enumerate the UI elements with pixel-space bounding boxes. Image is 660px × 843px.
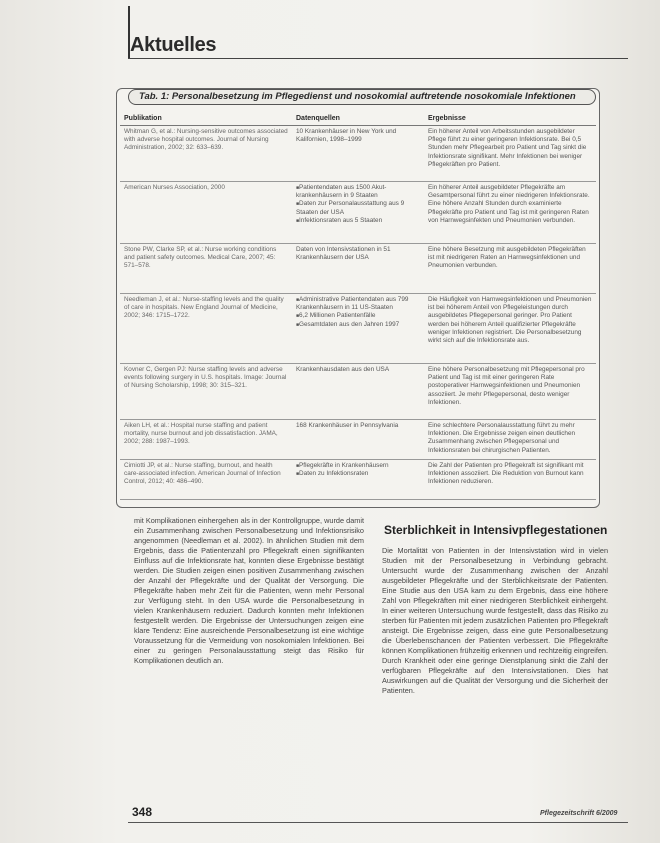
table-row: [120, 420, 596, 460]
table-row: [120, 364, 596, 420]
table-row: [120, 126, 596, 182]
cell-datasource: [292, 294, 424, 363]
datasource-item: ■ Infektionsraten aus 5 Staaten: [296, 217, 420, 225]
datasource-list: [296, 296, 420, 329]
datasource-item: ■ 6,2 Millionen Patientenfälle: [296, 312, 420, 320]
datasource-item: Daten von Intensivstationen in 51 Krankenhäusern der USA: [296, 246, 391, 262]
datasource-item: ■ Pflegekräfte in Krankenhäusern: [296, 462, 420, 470]
cell-datasource: [292, 364, 424, 419]
data-table: [120, 112, 596, 500]
cell-datasource: [292, 420, 424, 459]
cell-result: Eine höhere Besetzung mit ausgebildeten Pflegekräften ist mit niedrigeren Raten an Harnwegsinfektionen und Pneumonien verbunden.: [428, 246, 586, 270]
column-header: Ergebnisse: [428, 115, 466, 122]
table-body: [120, 126, 596, 500]
cell-result: Die Häufigkeit von Harnwegsinfektionen und Pneumonien ist bei höherem Anteil von Pflegeleistungen durch ausgebildetes Pflegepersonal geringer. Pro Patient werden bei höherem Anteil qualifizierter Pflegekräfte weniger Infektionen registriert. Die Personalbesetzung wirkt sich auf die Infektionsrate aus.: [428, 296, 592, 345]
cell-result: Eine schlechtere Personalausstattung führt zu mehr Infektionen. Die Ergebnisse zeigen einen deutlichen Zusammenhang zwischen Pflegepersonal und Infektionsraten bei chirurgischen Patienten.: [428, 422, 576, 454]
article-left-column: mit Komplikationen einhergehen als in der Kontrollgruppe, wurde damit ein Zusammenhang zwischen Personalbesetzung und Infektionsrisiko angenommen (Needleman et al. 2002). In ähnlichen Studien mit dem Ergebnis, dass die Patientenzahl pro Pflegekraft einen signifikanten Einfluss auf die Infektionsrate hat, konnten diese Ergebnisse bestätigt werden. Die Studien zeigen einen positiven Zusammenhang zwischen der Anzahl der Pflegekräfte und der Qualität der Versorgung. Die Pflegekräfte haben mehr Zeit für die Patienten, wenn mehr Personal zur Verfügung steht. In den USA wurde die Personalbesetzung in vielen Krankenhäusern reduziert. Dadurch konnten mehr Infektionen festgestellt werden. Die Ergebnisse der Untersuchungen zeigen eine klare Tendenz: Eine ausreichende Personalbesetzung ist eine wichtige Voraussetzung für die Vermeidung von nosokomialen Infektionen. Bei einer zu geringen Personalausstattung steigt das Risiko für Komplikationen deutlich an.: [134, 516, 364, 665]
table-row: [120, 182, 596, 244]
cell-datasource: [292, 460, 424, 499]
cell-result: Die Zahl der Patienten pro Pflegekraft ist signifikant mit Infektionen assoziiert. Die Reduktion von Burnout kann Infektionen reduzieren.: [428, 462, 584, 486]
cell-publication: Kovner C, Gergen PJ: Nurse staffing levels and adverse events following surgery in U.S. hospitals. Image: Journal of Nursing Scholarship, 1998; 30: 315–321.: [124, 366, 287, 390]
datasource-item: 168 Krankenhäuser in Pennsylvania: [296, 422, 399, 429]
table-caption: Tab. 1: Personalbesetzung im Pflegedienst und nosokomial auftretende nosokomiale Infektionen: [128, 89, 596, 105]
cell-publication: Whitman G, et al.: Nursing-sensitive outcomes associated with adverse hospital outcomes. Journal of Nursing Administration, 2002; 32: 633–639.: [124, 128, 288, 152]
table-row: [120, 294, 596, 364]
cell-result: Eine höhere Personalbesetzung mit Pflegepersonal pro Patient und Tag ist mit einer geringeren Rate postoperativer Harnwegsinfektionen und Pneumonien assoziiert. Je mehr Pflegepersonal, desto weniger Infektionen.: [428, 366, 585, 406]
section-title: Aktuelles: [130, 34, 217, 56]
column-header: Datenquellen: [296, 115, 340, 122]
datasource-item: ■ Administrative Patientendaten aus 799 Krankenhäusern in 11 US-Staaten: [296, 296, 420, 312]
column-header: Publikation: [124, 115, 162, 122]
cell-publication: Aiken LH, et al.: Hospital nurse staffing and patient mortality, nurse burnout and job dissatisfaction. JAMA, 2002; 288: 1987–1993.: [124, 422, 278, 446]
cell-publication: American Nurses Association, 2000: [124, 184, 225, 191]
article-subheading: Sterblichkeit in Intensivpflegestationen: [384, 523, 608, 537]
cell-publication: Cimiotti JP, et al.: Nurse staffing, burnout, and health care-associated infection. American Journal of Infection Control, 2012; 40: 486–490.: [124, 462, 281, 486]
cell-datasource: [292, 182, 424, 243]
datasource-item: 10 Krankenhäuser in New York und Kalifornien, 1998–1999: [296, 128, 397, 144]
table-row: [120, 460, 596, 500]
table-header: [120, 112, 596, 126]
cell-datasource: [292, 244, 424, 293]
cell-datasource: [292, 126, 424, 181]
cell-result: Ein höherer Anteil von Arbeitsstunden ausgebildeter Pflege führt zu einer geringeren Infektionsrate. Bei 0,5 Stunden mehr Pflegearbeit pro Patient und Tag sinkt die Infektionsrate signifikant. Mehr Infektionen bei weniger Pflegekräften pro Patient.: [428, 128, 587, 168]
datasource-list: [296, 184, 420, 225]
page-number: 348: [132, 805, 153, 819]
datasource-item: Krankenhausdaten aus den USA: [296, 366, 390, 373]
article-right-column: Die Mortalität von Patienten in der Intensivstation wird in vielen Studien mit der Personalbesetzung in Verbindung gebracht. Untersucht wurde der Zusammenhang zwischen der Anzahl ausgebildeter Pflegekräfte und der Sterblichkeitsrate der Patienten. Eine Studie aus den USA kam zu dem Ergebnis, dass eine höhere Zahl von Pflegekräften mit einer niedrigeren Sterblichkeit einhergeht. In einer weiteren Untersuchung wurde festgestellt, dass das Risiko zu sterben für Patienten mit jedem zusätzlichen Patienten pro Pflegekraft ansteigt. Die Ergebnisse zeigen, dass eine gute Personalbesetzung die Überlebenschancen der Patienten verbessert. Die Pflegekräfte können Komplikationen frühzeitig erkennen und rechtzeitig eingreifen. Durch Krankheit oder eine geringe Dienstplanung sinkt die Zahl der verfügbaren Pflegekräfte auf den Intensivstationen. Dies hat Auswirkungen auf die Qualität der Versorgung und die Sicherheit der Patienten.: [382, 546, 608, 695]
header-rule: [128, 58, 628, 59]
cell-publication: Stone PW, Clarke SP, et al.: Nurse working conditions and patient safety outcomes. Medical Care, 2007; 45: 571–578.: [124, 246, 277, 270]
table-row: [120, 244, 596, 294]
cell-publication: Needleman J, et al.: Nurse-staffing levels and the quality of care in hospitals. New England Journal of Medicine, 2002; 346: 1715–1722.: [124, 296, 284, 320]
journal-footer: Pflegezeitschrift 6/2009: [540, 810, 618, 817]
cell-result: Ein höherer Anteil ausgebildeter Pflegekräfte am Gesamtpersonal führt zu einer niedrigeren Infektionsrate. Eine höhere Anzahl Stunden durch examinierte Pflegekräfte pro Patient und Tag ist mit geringeren Raten von Harnwegsinfekten und Pneumonien verbunden.: [428, 184, 590, 224]
datasource-list: [296, 462, 420, 478]
datasource-item: ■ Daten zu Infektionsraten: [296, 470, 420, 478]
datasource-item: ■ Patientendaten aus 1500 Akut-krankenhäusern in 9 Staaten: [296, 184, 420, 200]
datasource-item: ■ Daten zur Personalausstattung aus 9 Staaten der USA: [296, 200, 420, 216]
footer-rule: [128, 822, 628, 823]
datasource-item: ■ Gesamtdaten aus den Jahren 1997: [296, 321, 420, 329]
